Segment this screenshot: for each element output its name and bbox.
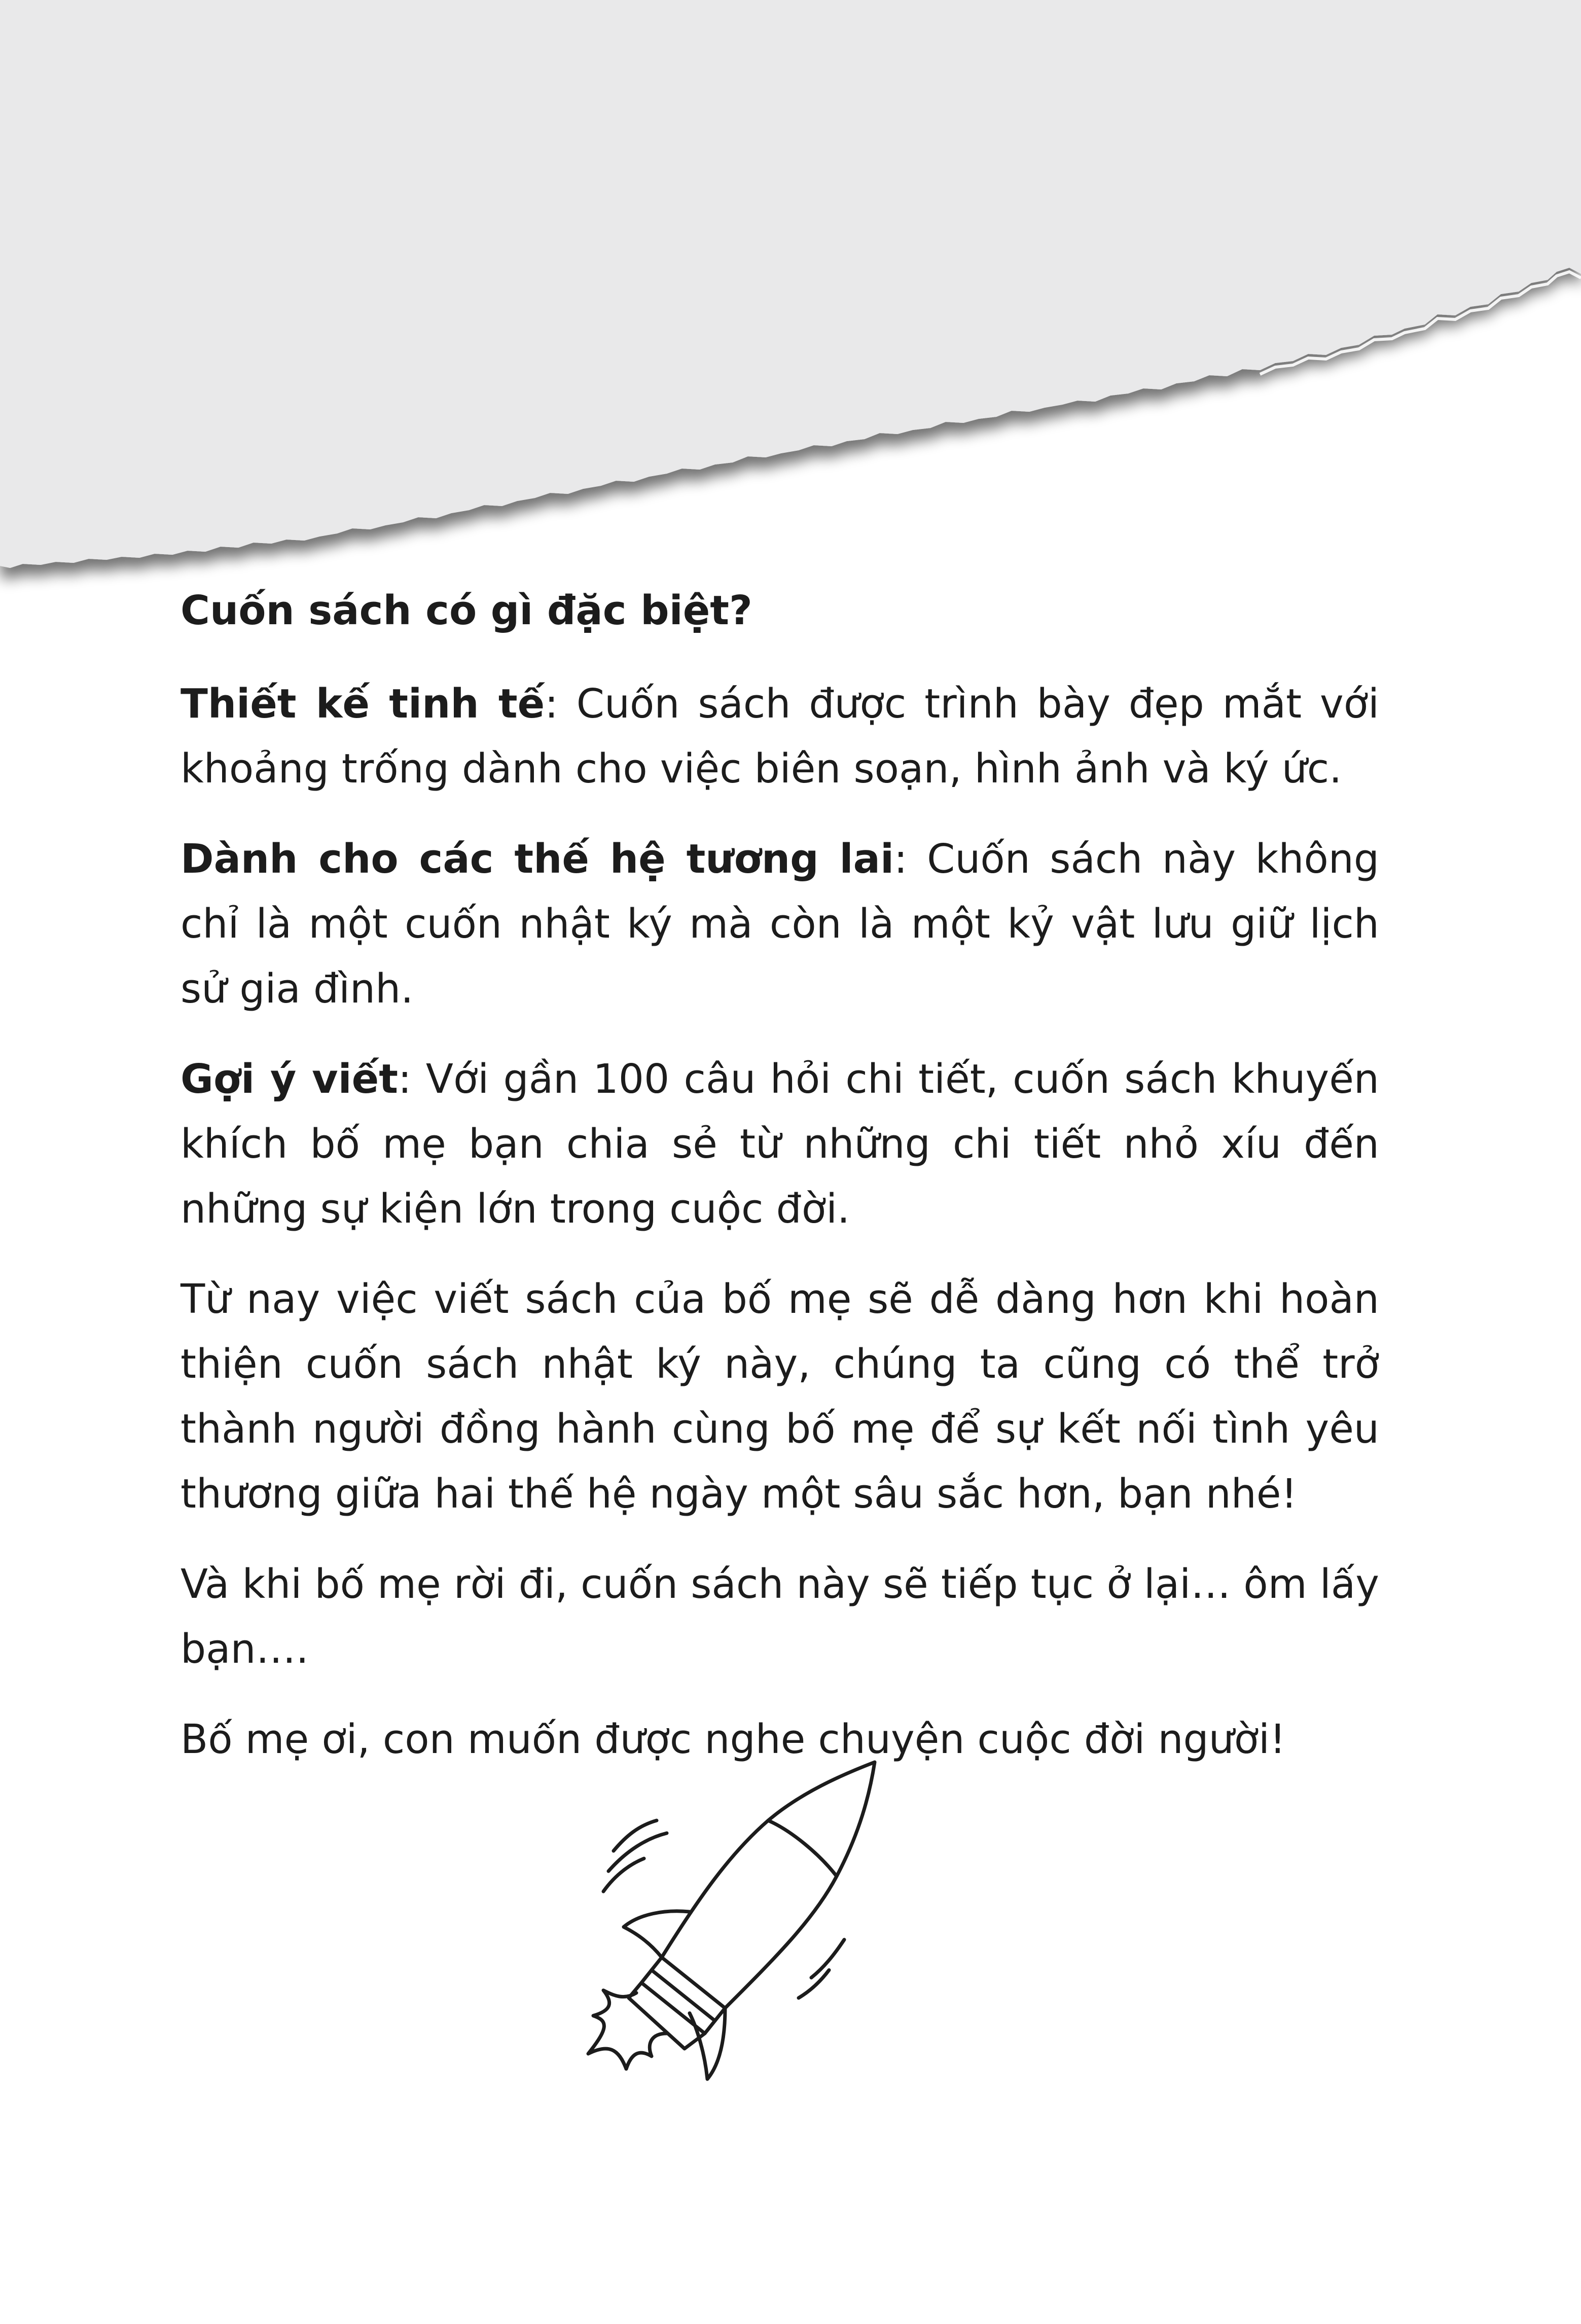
feature-title: Thiết kế tinh tế [181, 681, 545, 727]
feature-future-generations [181, 827, 1379, 1021]
body-paragraph: Và khi bố mẹ rời đi, cuốn sách này sẽ tiếp tục ở lại… ôm lấy bạn…. [181, 1561, 1379, 1672]
closing-line: Bố mẹ ơi, con muốn được nghe chuyện cuộc đời người! [181, 1716, 1286, 1763]
page-content [181, 578, 1379, 1797]
feature-title: Gợi ý viết [181, 1056, 398, 1102]
feature-design [181, 671, 1379, 801]
feature-text: : Với gần 100 câu hỏi chi tiết, cuốn sách khuyến khích bố mẹ bạn chia sẻ từ những chi tiết nhỏ xíu đến những sự kiện lớn trong cuộc đời. [181, 1056, 1379, 1232]
torn-paper-header [0, 0, 1581, 598]
page-title: Cuốn sách có gì đặc biệt? [181, 587, 752, 634]
body-paragraph: Từ nay việc viết sách của bố mẹ sẽ dễ dàng hơn khi hoàn thiện cuốn sách nhật ký này, chúng ta cũng có thể trở thành người đồng hành cùng bố mẹ để sự kết nối tình yêu thương giữa hai thế hệ ngày một sâu sắc hơn, bạn nhé! [181, 1276, 1379, 1517]
feature-title: Dành cho các thế hệ tương lai [181, 836, 894, 882]
feature-text: : Cuốn sách này không chỉ là một cuốn nhật ký mà còn là một kỷ vật lưu giữ lịch sử gia đình. [181, 836, 1379, 1012]
feature-text: : Cuốn sách được trình bày đẹp mắt với khoảng trống dành cho việc biên soạn, hình ảnh và ký ức. [181, 681, 1379, 792]
rocket-icon [537, 1744, 892, 2140]
feature-writing-prompts [181, 1047, 1379, 1241]
